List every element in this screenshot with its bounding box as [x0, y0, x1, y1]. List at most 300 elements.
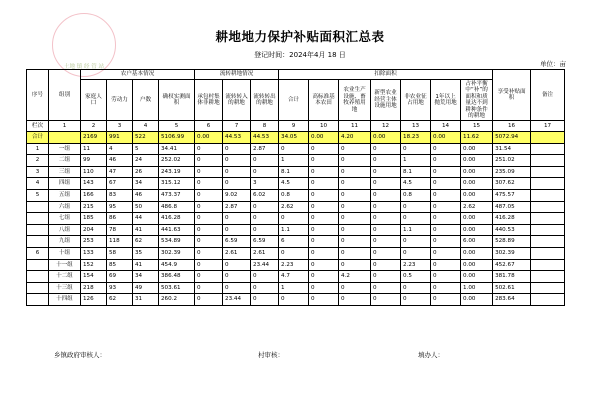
table-cell: 502.61 [493, 282, 531, 294]
table-cell: 0 [371, 294, 401, 306]
table-cell: 0 [195, 271, 223, 283]
table-cell: 0 [195, 189, 223, 201]
table-cell: 253 [81, 236, 107, 248]
table-cell [27, 201, 49, 213]
header-row-1 [27, 70, 565, 80]
table-cell: 八组 [49, 224, 81, 236]
table-cell [27, 271, 49, 283]
table-cell: 1 [279, 282, 309, 294]
table-cell [531, 224, 565, 236]
header-d4: 非农业征占用地 [401, 80, 431, 121]
table-cell: 十一组 [49, 259, 81, 271]
header-transfer: 流转耕地情况 [195, 70, 279, 80]
table-cell: 166 [81, 189, 107, 201]
table-cell: 503.61 [159, 282, 195, 294]
table-cell: 0 [431, 259, 461, 271]
header-contract-area: 确权实测面积 [159, 80, 195, 121]
table-cell: 15 [461, 121, 493, 132]
table-cell: 3 [107, 121, 133, 132]
table-cell: 235.09 [493, 166, 531, 178]
table-cell: 44.53 [223, 132, 251, 144]
table-cell: 0 [251, 201, 279, 213]
header-transfer-b: 流转转入的耕地 [223, 80, 251, 121]
table-row [27, 259, 565, 271]
table-cell: 4 [107, 143, 133, 155]
table-cell: 0 [251, 213, 279, 225]
header-seq: 序号 [27, 70, 49, 121]
table-cell: 62 [133, 236, 159, 248]
table-cell [27, 282, 49, 294]
table-cell: 0 [195, 178, 223, 190]
table-cell: 1.00 [461, 282, 493, 294]
table-cell: 4.20 [339, 132, 371, 144]
table-cell: 0 [371, 213, 401, 225]
table-cell: 440.53 [493, 224, 531, 236]
table-cell: 9.02 [223, 189, 251, 201]
table-cell [531, 166, 565, 178]
table-cell: 0 [371, 282, 401, 294]
table-cell: 0 [195, 224, 223, 236]
header-labor: 劳动力 [107, 80, 133, 121]
table-cell: 0.8 [401, 189, 431, 201]
table-row [27, 213, 565, 225]
table-cell: 1 [279, 155, 309, 167]
table-cell: 0 [309, 201, 339, 213]
table-cell [531, 143, 565, 155]
table-cell: 0 [371, 201, 401, 213]
table-cell: 0 [223, 213, 251, 225]
table-cell: 0 [309, 259, 339, 271]
table-cell: 0 [195, 282, 223, 294]
table-cell: 302.39 [159, 247, 195, 259]
table-cell: 416.28 [159, 213, 195, 225]
table-cell: 七组 [49, 213, 81, 225]
header-d6: 占补平衡中“补”的面积和质量达不到耕种条件的耕地 [461, 80, 493, 121]
table-cell: 46 [133, 189, 159, 201]
table-cell: 83 [107, 189, 133, 201]
table-cell: 204 [81, 224, 107, 236]
header-d3: 新型农业经营主体设施用地 [371, 80, 401, 121]
table-cell: 487.05 [493, 201, 531, 213]
table-cell: 0.00 [461, 155, 493, 167]
table-cell: 41 [133, 259, 159, 271]
table-cell: 23.44 [223, 294, 251, 306]
table-cell: 0 [401, 213, 431, 225]
table-row [27, 271, 565, 283]
table-cell: 0 [371, 247, 401, 259]
table-cell: 0 [309, 166, 339, 178]
table-cell: 四组 [49, 178, 81, 190]
header-transfer-c: 流转转出的耕地 [251, 80, 279, 121]
table-cell: 0 [371, 271, 401, 283]
table-cell: 0.00 [461, 271, 493, 283]
header-total: 合计 [279, 80, 309, 121]
table-cell [531, 282, 565, 294]
total-row [27, 132, 565, 144]
header-deduct: 扣除面积 [279, 70, 493, 80]
table-cell: 0.00 [195, 132, 223, 144]
table-cell: 522 [133, 132, 159, 144]
table-row [27, 201, 565, 213]
table-cell: 18.23 [401, 132, 431, 144]
table-cell: 0 [431, 236, 461, 248]
table-cell: 0 [195, 236, 223, 248]
official-seal [52, 13, 116, 77]
table-cell: 九组 [49, 236, 81, 248]
table-cell: 2 [27, 155, 49, 167]
table-cell: 0 [223, 282, 251, 294]
header-d2: 农业生产设施、畜牧养殖用地 [339, 80, 371, 121]
table-cell: 十三组 [49, 282, 81, 294]
table-cell: 2.62 [461, 201, 493, 213]
footer-village-reviewer: 村审核： [258, 351, 284, 359]
table-cell: 0.00 [431, 132, 461, 144]
table-cell: 534.89 [159, 236, 195, 248]
table-cell: 0 [309, 294, 339, 306]
table-cell [531, 213, 565, 225]
table-cell: 三组 [49, 166, 81, 178]
table-cell: 0 [309, 282, 339, 294]
table-cell: 0.00 [461, 166, 493, 178]
table-cell: 0 [431, 213, 461, 225]
table-cell: 243.19 [159, 166, 195, 178]
table-cell [27, 294, 49, 306]
table-cell: 50 [133, 201, 159, 213]
page-title: 耕地地力保护补贴面积汇总表 [215, 29, 385, 44]
table-cell: 十二组 [49, 271, 81, 283]
subsidy-summary-table [26, 69, 565, 306]
table-row [27, 247, 565, 259]
table-cell: 1 [401, 155, 431, 167]
table-cell: 0 [309, 224, 339, 236]
table-cell: 6.00 [461, 236, 493, 248]
table-row [27, 224, 565, 236]
table-cell: 58 [107, 247, 133, 259]
table-cell: 23.44 [251, 259, 279, 271]
table-cell: 0 [431, 166, 461, 178]
table-cell: 0 [371, 189, 401, 201]
table-cell: 0 [195, 201, 223, 213]
table-row [27, 236, 565, 248]
table-cell: 475.57 [493, 189, 531, 201]
table-cell: 0 [195, 166, 223, 178]
table-cell: 0 [401, 247, 431, 259]
table-cell: 0.00 [461, 178, 493, 190]
table-row [27, 282, 565, 294]
table-cell [49, 132, 81, 144]
table-cell: 8.1 [279, 166, 309, 178]
table-cell: 五组 [49, 189, 81, 201]
table-cell: 0 [431, 294, 461, 306]
table-cell: 78 [107, 224, 133, 236]
table-cell: 5072.94 [493, 132, 531, 144]
table-cell: 85 [107, 259, 133, 271]
table-cell: 0 [223, 155, 251, 167]
table-cell: 34.05 [279, 132, 309, 144]
table-cell: 17 [531, 121, 565, 132]
table-cell: 0 [309, 213, 339, 225]
table-cell: 126 [81, 294, 107, 306]
table-cell: 381.78 [493, 271, 531, 283]
table-cell: 251.02 [493, 155, 531, 167]
table-cell: 0 [223, 259, 251, 271]
table-cell: 67 [107, 178, 133, 190]
table-cell: 454.9 [159, 259, 195, 271]
table-cell: 十四组 [49, 294, 81, 306]
table-cell: 6 [195, 121, 223, 132]
table-cell: 1.1 [401, 224, 431, 236]
table-cell: 0.00 [461, 294, 493, 306]
table-cell: 0 [431, 282, 461, 294]
table-cell: 0 [195, 155, 223, 167]
table-cell: 0 [401, 201, 431, 213]
table-cell: 0 [309, 155, 339, 167]
table-cell: 0 [371, 143, 401, 155]
table-cell: 0.8 [279, 189, 309, 201]
table-cell: 0 [431, 155, 461, 167]
table-cell: 11.62 [461, 132, 493, 144]
table-cell [531, 271, 565, 283]
table-cell: 0 [309, 178, 339, 190]
table-cell: 0 [309, 271, 339, 283]
table-cell: 110 [81, 166, 107, 178]
table-cell: 11 [81, 143, 107, 155]
table-cell: 0 [195, 143, 223, 155]
table-cell: 152 [81, 259, 107, 271]
table-cell: 0 [309, 143, 339, 155]
table-row [27, 166, 565, 178]
table-cell: 452.67 [493, 259, 531, 271]
table-cell: 0 [339, 178, 371, 190]
unit-label: 单位：亩 [540, 60, 566, 68]
table-cell: 991 [107, 132, 133, 144]
table-cell: 0 [279, 247, 309, 259]
table-cell: 0 [339, 236, 371, 248]
table-cell: 118 [107, 236, 133, 248]
table-cell: 0 [251, 282, 279, 294]
table-cell: 13 [401, 121, 431, 132]
table-cell: 0 [223, 224, 251, 236]
table-cell: 473.37 [159, 189, 195, 201]
table-cell: 十组 [49, 247, 81, 259]
table-cell: 二组 [49, 155, 81, 167]
table-cell: 2.23 [279, 259, 309, 271]
table-cell: 93 [107, 282, 133, 294]
table-cell: 6 [27, 247, 49, 259]
table-cell: 0 [251, 166, 279, 178]
header-group: 组别 [49, 70, 81, 121]
table-cell: 16 [493, 121, 531, 132]
table-cell: 0 [371, 236, 401, 248]
header-remark: 备注 [531, 70, 565, 121]
registration-date: 登记时间：2024年4月 18 日 [254, 51, 346, 59]
table-cell: 2.87 [223, 201, 251, 213]
table-cell: 95 [107, 201, 133, 213]
table-cell: 386.48 [159, 271, 195, 283]
table-cell: 41 [133, 224, 159, 236]
table-cell: 3 [27, 166, 49, 178]
table-cell: 24 [133, 155, 159, 167]
table-cell: 一组 [49, 143, 81, 155]
table-cell: 0 [223, 166, 251, 178]
header-farm-household: 农户基本情况 [81, 70, 195, 80]
table-cell: 260.2 [159, 294, 195, 306]
table-cell: 2.62 [279, 201, 309, 213]
table-cell [531, 201, 565, 213]
table-cell: 2.87 [251, 143, 279, 155]
table-cell: 99 [81, 155, 107, 167]
seal-text: 土地 镇 经 管 站 [64, 64, 104, 70]
table-cell: 44.53 [251, 132, 279, 144]
table-cell: 47 [107, 166, 133, 178]
table-cell: 6.59 [251, 236, 279, 248]
table-cell: 315.12 [159, 178, 195, 190]
table-cell: 218 [81, 282, 107, 294]
table-cell: 307.62 [493, 178, 531, 190]
table-cell: 0 [339, 259, 371, 271]
table-cell: 0 [339, 189, 371, 201]
table-cell: 0 [195, 247, 223, 259]
table-cell: 5 [27, 189, 49, 201]
header-d1: 高标准基本农田 [309, 80, 339, 121]
table-cell [27, 213, 49, 225]
table-cell: 7 [223, 121, 251, 132]
table-cell: 5 [133, 143, 159, 155]
table-cell: 0 [431, 247, 461, 259]
table-cell: 0 [401, 143, 431, 155]
table-cell: 8.1 [401, 166, 431, 178]
table-cell: 0 [309, 189, 339, 201]
table-cell: 0 [431, 189, 461, 201]
table-cell [531, 132, 565, 144]
table-cell [531, 155, 565, 167]
table-cell: 0 [401, 294, 431, 306]
table-row [27, 143, 565, 155]
table-cell: 133 [81, 247, 107, 259]
table-cell: 0 [279, 294, 309, 306]
table-cell: 215 [81, 201, 107, 213]
table-cell: 0 [195, 213, 223, 225]
table-cell: 143 [81, 178, 107, 190]
table-row [27, 155, 565, 167]
table-cell [531, 294, 565, 306]
table-cell: 0 [431, 271, 461, 283]
table-cell: 1.1 [279, 224, 309, 236]
table-cell [27, 259, 49, 271]
table-cell: 0 [431, 224, 461, 236]
table-cell: 5106.99 [159, 132, 195, 144]
table-cell: 0 [339, 282, 371, 294]
table-cell: 0.00 [461, 259, 493, 271]
table-cell: 2.61 [223, 247, 251, 259]
table-cell: 0 [401, 282, 431, 294]
table-cell: 34.41 [159, 143, 195, 155]
table-cell: 14 [431, 121, 461, 132]
header-contract-households: 户数 [133, 80, 159, 121]
table-cell: 0 [309, 236, 339, 248]
table-cell: 416.28 [493, 213, 531, 225]
table-cell: 302.39 [493, 247, 531, 259]
footer-township-reviewer: 乡镇政府审核人： [54, 351, 106, 359]
table-cell: 528.89 [493, 236, 531, 248]
table-cell: 31 [133, 294, 159, 306]
table-cell: 0 [339, 201, 371, 213]
table-cell: 6 [279, 236, 309, 248]
table-cell: 2.23 [401, 259, 431, 271]
table-cell: 0 [371, 178, 401, 190]
table-cell: 0 [339, 155, 371, 167]
table-cell: 合计 [27, 132, 49, 144]
table-cell: 六组 [49, 201, 81, 213]
table-cell: 0 [431, 178, 461, 190]
table-cell: 0 [431, 143, 461, 155]
table-cell: 31.54 [493, 143, 531, 155]
table-cell: 441.63 [159, 224, 195, 236]
table-cell: 0 [339, 247, 371, 259]
table-cell: 4.2 [339, 271, 371, 283]
table-cell: 4.5 [401, 178, 431, 190]
table-cell: 0.00 [461, 224, 493, 236]
table-cell [531, 236, 565, 248]
table-cell [27, 224, 49, 236]
table-cell: 0.5 [401, 271, 431, 283]
header-subsidy-area: 享受补贴面积 [493, 70, 531, 121]
table-cell: 0 [195, 294, 223, 306]
table-cell: 26 [133, 166, 159, 178]
table-cell [531, 178, 565, 190]
table-cell: 0 [339, 166, 371, 178]
table-cell: 486.8 [159, 201, 195, 213]
table-cell: 0 [279, 213, 309, 225]
table-cell [531, 189, 565, 201]
table-cell [27, 236, 49, 248]
table-cell: 0.00 [461, 189, 493, 201]
table-cell: 0.00 [461, 143, 493, 155]
table-cell: 0.00 [309, 132, 339, 144]
table-row [27, 189, 565, 201]
table-cell: 0 [339, 294, 371, 306]
table-cell: 栏次 [27, 121, 49, 132]
index-row [27, 121, 565, 132]
table-cell [531, 247, 565, 259]
table-cell: 0 [431, 201, 461, 213]
table-cell: 0 [339, 224, 371, 236]
table-cell: 1 [27, 143, 49, 155]
header-households: 家庭人口 [81, 80, 107, 121]
table-cell: 0 [223, 271, 251, 283]
table-cell: 12 [371, 121, 401, 132]
table-cell: 0 [401, 236, 431, 248]
header-transfer-a: 承包村集体非耕地 [195, 80, 223, 121]
table-cell: 0 [251, 271, 279, 283]
table-cell: 0 [371, 259, 401, 271]
table-cell: 0 [309, 247, 339, 259]
table-cell: 252.02 [159, 155, 195, 167]
table-cell: 1 [49, 121, 81, 132]
table-cell: 11 [339, 121, 371, 132]
table-cell: 0.00 [461, 213, 493, 225]
table-cell: 4.7 [279, 271, 309, 283]
table-cell: 5 [159, 121, 195, 132]
table-row [27, 178, 565, 190]
table-cell [531, 259, 565, 271]
table-cell: 0 [251, 294, 279, 306]
table-cell: 10 [309, 121, 339, 132]
table-cell: 6.02 [251, 189, 279, 201]
table-cell: 0 [371, 155, 401, 167]
table-cell: 86 [107, 213, 133, 225]
table-cell: 8 [251, 121, 279, 132]
